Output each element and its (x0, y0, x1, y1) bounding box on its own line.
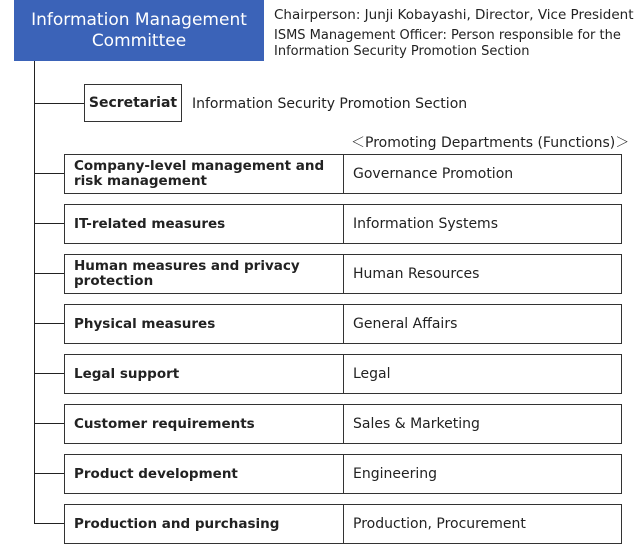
department-cell: General Affairs (353, 316, 458, 332)
department-cell: Governance Promotion (353, 166, 514, 182)
isms-officer-text: ISMS Management Officer: Person responsible for the Information Security Promotion Section (274, 28, 621, 59)
departments-header: ＜Promoting Departments (Functions)＞ (351, 135, 630, 151)
connector-branch (34, 373, 64, 374)
area-cell: Physical measures (65, 305, 344, 343)
secretariat-box: Secretariat (84, 84, 182, 122)
department-cell: Sales & Marketing (353, 416, 480, 432)
table-row (64, 354, 622, 394)
department-cell: Human Resources (353, 266, 480, 282)
committee-title-line2: Committee (91, 30, 187, 51)
connector-branch-secretariat (34, 103, 84, 104)
connector-branch (34, 423, 64, 424)
table-row (64, 154, 622, 194)
department-cell: Legal (353, 366, 391, 382)
table-row (64, 204, 622, 244)
table-row (64, 454, 622, 494)
table-row (64, 504, 622, 544)
committee-box (14, 0, 264, 61)
connector-branch (34, 473, 64, 474)
table-row (64, 254, 622, 294)
department-cell: Production, Procurement (353, 516, 526, 532)
connector-branch (34, 173, 64, 174)
connector-branch (34, 223, 64, 224)
area-cell: Production and purchasing (65, 505, 344, 543)
secretariat-description: Information Security Promotion Section (192, 96, 468, 112)
connector-trunk (34, 61, 35, 524)
table-row (64, 404, 622, 444)
area-cell: Human measures and privacy protection (65, 255, 344, 293)
area-cell: Legal support (65, 355, 344, 393)
committee-title-line1: Information Management (31, 9, 247, 30)
area-cell: Company-level management and risk management (65, 155, 344, 193)
area-cell: Product development (65, 455, 344, 493)
department-cell: Information Systems (353, 216, 498, 232)
department-cell: Engineering (353, 466, 437, 482)
table-row (64, 304, 622, 344)
connector-branch (34, 273, 64, 274)
area-cell: IT-related measures (65, 205, 344, 243)
area-cell: Customer requirements (65, 405, 344, 443)
connector-branch (34, 523, 64, 524)
chairperson-text: Chairperson: Junji Kobayashi, Director, Vice President (274, 7, 634, 23)
connector-branch (34, 323, 64, 324)
